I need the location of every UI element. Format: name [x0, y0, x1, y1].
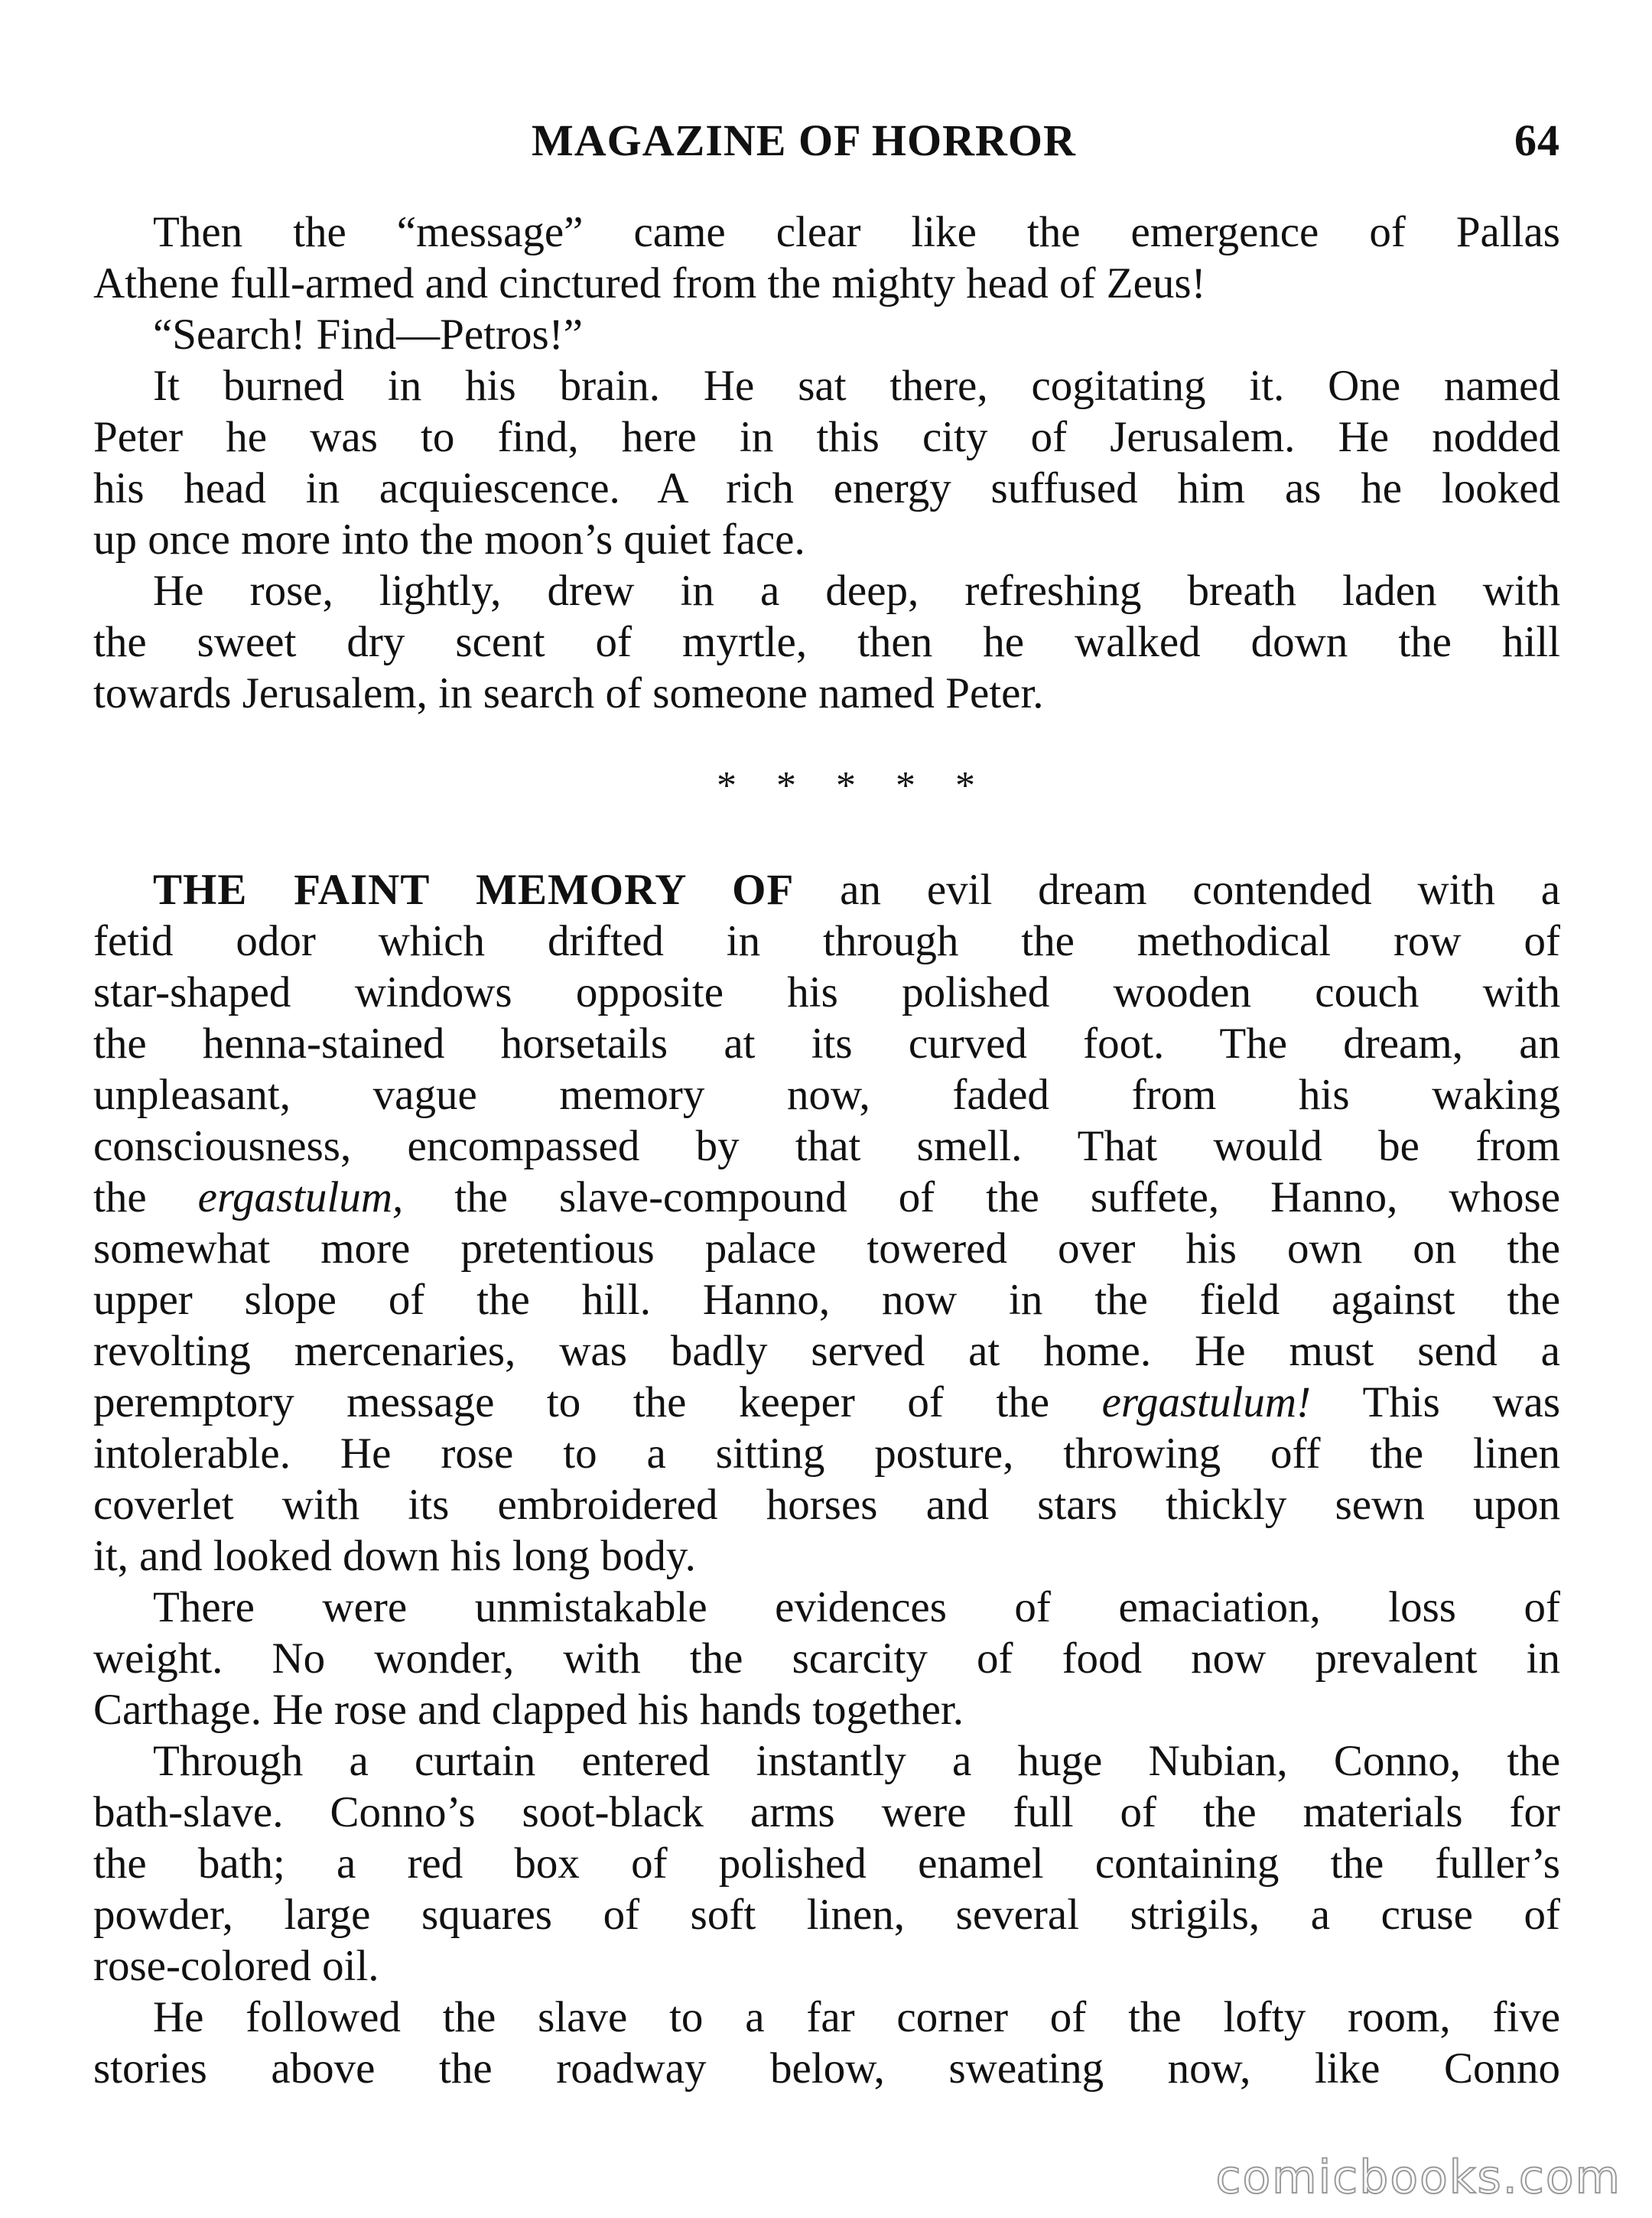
text-line: consciousness, encompassed by that smell. That would be from — [93, 1122, 1560, 1170]
text-line: He followed the slave to a far corner of the lofty room, five — [153, 1993, 1560, 2041]
text-line: peremptory message to the keeper of the ergastulum! This was — [93, 1378, 1561, 1426]
paragraph — [93, 1992, 1560, 2094]
text-line: the sweet dry scent of myrtle, then he walked down the hill — [93, 618, 1560, 666]
paragraph — [93, 864, 1560, 1582]
text-line: stories above the roadway below, sweating now, like Conno — [93, 2044, 1560, 2093]
text-line: Athene full-armed and cinctured from the mighty head of Zeus! — [93, 259, 1206, 307]
page-number: 64 — [1514, 115, 1560, 165]
section-one — [93, 207, 1560, 719]
text-line: There were unmistakable evidences of emaciation, loss of — [153, 1583, 1560, 1631]
running-header — [93, 115, 1560, 184]
text-line: the bath; a red box of polished enamel containing the fuller’s — [93, 1839, 1560, 1888]
paragraph — [93, 1582, 1560, 1735]
text-line: unpleasant, vague memory now, faded from his waking — [93, 1071, 1560, 1119]
text-line: intolerable. He rose to a sitting posture, throwing off the linen — [93, 1429, 1560, 1478]
text-line: It burned in his brain. He sat there, cogitating it. One named — [153, 362, 1560, 410]
text-line: powder, large squares of soft linen, several strigils, a cruse of — [93, 1891, 1560, 1939]
text-line: bath-slave. Conno’s soot-black arms were full of the materials for — [93, 1788, 1560, 1836]
text-line: star-shaped windows opposite his polished wooden couch with — [93, 968, 1560, 1016]
text-line: Through a curtain entered instantly a huge Nubian, Conno, the — [153, 1737, 1560, 1785]
text-line: “Search! Find—Petros!” — [153, 311, 583, 359]
italic-term: ergastulum, — [197, 1173, 404, 1221]
text-line: Carthage. He rose and clapped his hands together. — [93, 1686, 964, 1734]
text-line: Then the “message” came clear like the emergence of Pallas — [153, 208, 1560, 256]
text-line: up once more into the moon’s quiet face. — [93, 515, 805, 564]
text-line: coverlet with its embroidered horses and stars thickly sewn upon — [93, 1481, 1560, 1529]
site-watermark: comicbooks.com — [1215, 2151, 1621, 2204]
text-line: weight. No wonder, with the scarcity of food now prevalent in — [93, 1634, 1560, 1683]
paragraph — [93, 565, 1560, 719]
text-line: fetid odor which drifted in through the methodical row of — [93, 917, 1560, 965]
section-separator: ***** — [717, 764, 1015, 808]
text-line: towards Jerusalem, in search of someone named Peter. — [93, 669, 1044, 717]
lead-in: THE FAINT MEMORY OF — [153, 866, 795, 914]
text-line: somewhat more pretentious palace towered over his own on the — [93, 1224, 1560, 1273]
text-line: it, and looked down his long body. — [93, 1532, 696, 1580]
text-line: upper slope of the hill. Hanno, now in the field against the — [93, 1276, 1560, 1324]
text-line: his head in acquiescence. A rich energy suffused him as he looked — [93, 464, 1560, 512]
text-line: the henna-stained horsetails at its curved foot. The dream, an — [93, 1020, 1560, 1068]
paragraph — [93, 1735, 1560, 1992]
text-line: rose-colored oil. — [93, 1942, 379, 1990]
paragraph — [93, 309, 1560, 360]
section-two — [93, 864, 1560, 2094]
text-line: Peter he was to find, here in this city of Jerusalem. He nodded — [93, 413, 1560, 461]
text-line: the ergastulum, the slave-compound of the suffete, Hanno, whose — [93, 1173, 1560, 1221]
paragraph — [93, 360, 1560, 565]
italic-term: ergastulum! — [1101, 1378, 1311, 1426]
magazine-title: MAGAZINE OF HORROR — [532, 115, 1076, 165]
text-line: THE FAINT MEMORY OF an evil dream contended with a — [153, 866, 1560, 914]
text-line: revolting mercenaries, was badly served at home. He must send a — [93, 1327, 1560, 1375]
paragraph — [93, 207, 1560, 309]
text-line: He rose, lightly, drew in a deep, refreshing breath laden with — [153, 567, 1560, 615]
